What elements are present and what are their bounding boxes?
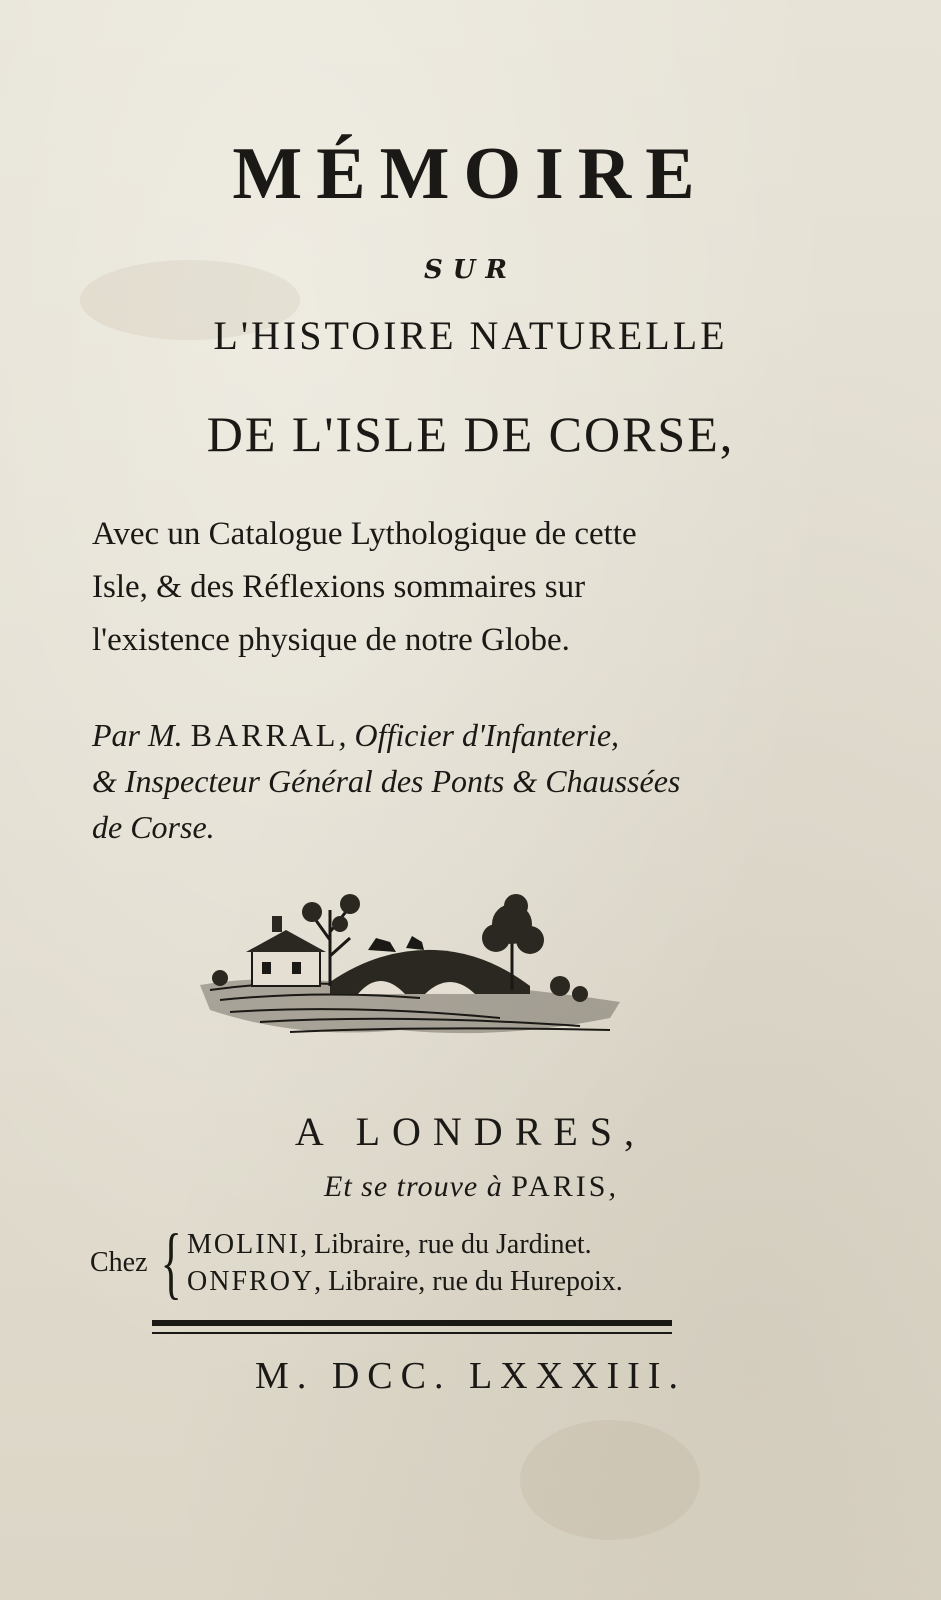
author-line-2: & Inspecteur Général des Ponts & Chaussées: [92, 763, 681, 799]
seller-suffix: ,: [608, 1170, 617, 1203]
bookseller-detail: , Libraire, rue du Hurepoix.: [314, 1266, 623, 1297]
book-title: MÉMOIRE: [232, 133, 709, 215]
curly-brace-icon: {: [160, 1219, 182, 1307]
double-rule-thick: [152, 1320, 672, 1326]
publication-date: M. DCC. LXXXIII.: [255, 1355, 686, 1397]
author-role: , Officier d'Infanterie,: [338, 717, 620, 753]
title-connector: SUR: [423, 255, 518, 285]
seller-prefix: Et se trouve à: [324, 1170, 503, 1203]
seller-line: [0, 1170, 941, 1204]
bookseller-molini: [187, 1229, 592, 1261]
bookseller-name: ONFROY: [187, 1266, 315, 1297]
chez-label: Chez: [90, 1247, 148, 1278]
author-name: BARRAL: [190, 717, 339, 753]
paper-stain: [520, 1420, 700, 1540]
author-line-3: de Corse.: [92, 809, 215, 845]
bookseller-name: MOLINI: [187, 1229, 301, 1260]
seller-city: PARIS: [511, 1170, 609, 1203]
title-line-3: DE L'ISLE DE CORSE,: [206, 406, 735, 462]
bookseller-onfroy: [187, 1266, 623, 1298]
title-line-2: L'HISTOIRE NATURELLE: [213, 313, 728, 358]
author-line-1: [92, 712, 752, 758]
bookseller-detail: , Libraire, rue du Jardinet.: [300, 1229, 592, 1260]
subtitle-line-2: Isle, & des Réflexions sommaires sur: [92, 569, 586, 605]
bridge-landscape-vignette-icon: [200, 890, 620, 1050]
double-rule-thin: [152, 1332, 672, 1334]
subtitle-line-1: Avec un Catalogue Lythologique de cette: [92, 516, 637, 552]
author-prefix: Par M.: [92, 717, 183, 753]
imprint-city: A LONDRES,: [294, 1109, 647, 1154]
subtitle-line-3: l'existence physique de notre Globe.: [92, 622, 570, 658]
